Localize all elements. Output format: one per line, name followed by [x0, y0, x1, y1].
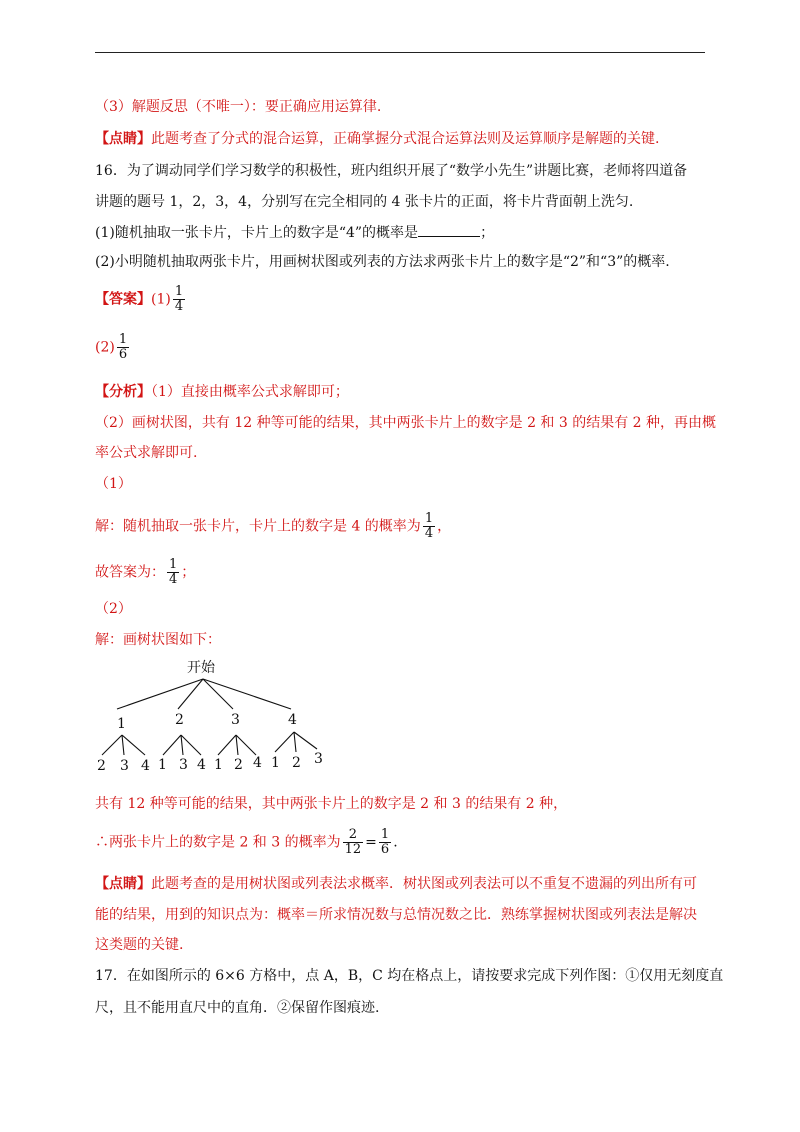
solution-2-conclusion — [95, 828, 398, 857]
fraction-denominator: 6 — [118, 347, 128, 362]
tree-leaf: 2 — [292, 755, 301, 771]
answer-2-label: (2) — [95, 339, 115, 356]
tree-branch — [122, 735, 124, 755]
tree-leaf: 3 — [314, 751, 323, 767]
tree-node-3: 3 — [231, 712, 240, 728]
tree-node-2: 2 — [175, 712, 184, 728]
tree-diagram — [95, 655, 335, 773]
fraction-numerator: 1 — [380, 827, 390, 842]
fraction-denominator: 4 — [424, 526, 434, 541]
solution-1-body: 解：随机抽取一张卡片，卡片上的数字是 4 的概率为 — [95, 518, 421, 535]
comment-text: 此题考查的是用树状图或列表法求概率．树状图或列表法可以不重复不遗漏的列出所有可 — [151, 876, 697, 892]
solution-1-end: ， — [437, 518, 452, 535]
fraction-denominator: 4 — [169, 572, 178, 587]
tree-branch — [122, 735, 145, 755]
fraction-denominator: 6 — [380, 842, 390, 857]
header-rule — [95, 52, 705, 53]
tree-leaf: 4 — [253, 755, 262, 771]
tree-node-1: 1 — [117, 716, 126, 732]
tree-leaf: 3 — [120, 758, 129, 773]
conclusion-text: ∴两张卡片上的数字是 2 和 3 的概率为 — [95, 834, 341, 851]
fraction-denominator: 12 — [344, 842, 362, 857]
comment-tag: 【点睛】 — [95, 131, 151, 147]
answer-tag: 【答案】 — [95, 291, 151, 308]
solution-2-label: （2） — [95, 601, 132, 617]
solution-1-label: （1） — [95, 476, 132, 492]
tree-branch — [163, 735, 181, 755]
part-1-end: ； — [480, 225, 495, 241]
question-16-part-2: (2)小明随机抽取两张卡片，用画树状图或列表的方法求两张卡片上的数字是“2”和“3”的概率. — [95, 254, 670, 270]
tree-leaf: 1 — [158, 757, 167, 773]
comment-tag: 【点睛】 — [95, 876, 151, 892]
question-16-line-2: 讲题的题号 1，2，3，4，分别写在完全相同的 4 张卡片的正面，将卡片背面朝上洗匀. — [95, 194, 634, 210]
comment-1 — [95, 129, 659, 149]
question-16-part-1 — [95, 222, 494, 243]
tree-branch — [203, 679, 291, 709]
fraction-numerator: 1 — [174, 284, 184, 299]
tree-branch — [102, 735, 122, 755]
tree-node-4: 4 — [288, 712, 297, 728]
analysis-1 — [95, 382, 349, 402]
comment-2-line-1 — [95, 874, 697, 894]
answer-1-label: (1) — [151, 291, 171, 308]
tree-branch — [275, 732, 294, 752]
part-1-text: (1)随机抽取一张卡片，卡片上的数字是“4”的概率是 — [95, 225, 419, 241]
solution-2-total: 共有 12 种等可能的结果，其中两张卡片上的数字是 2 和 3 的结果有 2 种， — [95, 796, 568, 812]
fraction-numerator: 1 — [118, 332, 128, 347]
analysis-text-1: （1）直接由概率公式求解即可； — [151, 384, 349, 400]
tree-leaf: 4 — [141, 758, 150, 773]
tree-branch — [294, 732, 317, 749]
tree-leaf: 3 — [179, 757, 188, 773]
answer-2 — [95, 333, 131, 362]
reflection-line: （3）解题反思（不唯一）：要正确应用运算律. — [95, 99, 382, 115]
tree-branch — [181, 735, 201, 755]
solution-2-text: 解：画树状图如下： — [95, 632, 221, 648]
comment-2-line-2: 能的结果，用到的知识点为：概率＝所求情况数与总情况数之比．熟练掌握树状图或列表法是解决 — [95, 907, 697, 923]
question-17-line-2: 尺，且不能用直尺中的直角．②保留作图痕迹. — [95, 1000, 380, 1016]
analysis-2: （2）画树状图，共有 12 种等可能的结果，其中两张卡片上的数字是 2 和 3 的结果有 2 种，再由概 — [95, 415, 717, 431]
tree-branch — [294, 732, 296, 752]
tree-branch — [236, 735, 256, 755]
answer-blank — [418, 222, 480, 237]
comment-text: 此题考查了分式的混合运算，正确掌握分式混合运算法则及运算顺序是解题的关键. — [151, 131, 660, 147]
answer-label: 故答案为： — [95, 564, 165, 581]
comment-2-line-3: 这类题的关键. — [95, 937, 184, 953]
analysis-3: 率公式求解即可. — [95, 445, 198, 461]
tree-leaf: 2 — [97, 758, 106, 773]
question-16-line-1: 16．为了调动同学们学习数学的积极性，班内组织开展了“数学小先生”讲题比赛，老师将四道备 — [95, 163, 688, 179]
tree-leaf: 1 — [214, 757, 223, 773]
tree-branch — [218, 735, 236, 755]
tree-leaf: 2 — [234, 757, 243, 773]
question-17-line-1: 17．在如图所示的 6×6 方格中，点 A，B，C 均在格点上，请按要求完成下列作图：①仅用无刻度直 — [95, 968, 724, 984]
tree-leaf: 4 — [197, 757, 206, 773]
tree-leaf: 1 — [271, 755, 280, 771]
solution-1-answer — [95, 558, 195, 587]
tree-branch — [236, 735, 238, 755]
answer-end: ； — [181, 564, 196, 581]
fraction-denominator: 4 — [174, 299, 184, 314]
tree-root: 开始 — [187, 660, 215, 676]
fraction-numerator: 2 — [343, 828, 364, 843]
equals-sign: = — [365, 834, 377, 851]
answer-1 — [95, 285, 187, 314]
tree-branch — [203, 679, 233, 709]
conclusion-end: . — [393, 834, 398, 851]
fraction-numerator: 1 — [169, 557, 178, 572]
fraction-numerator: 1 — [424, 511, 434, 526]
tree-branch — [181, 735, 183, 755]
solution-1-text — [95, 512, 451, 541]
analysis-tag: 【分析】 — [95, 384, 151, 400]
